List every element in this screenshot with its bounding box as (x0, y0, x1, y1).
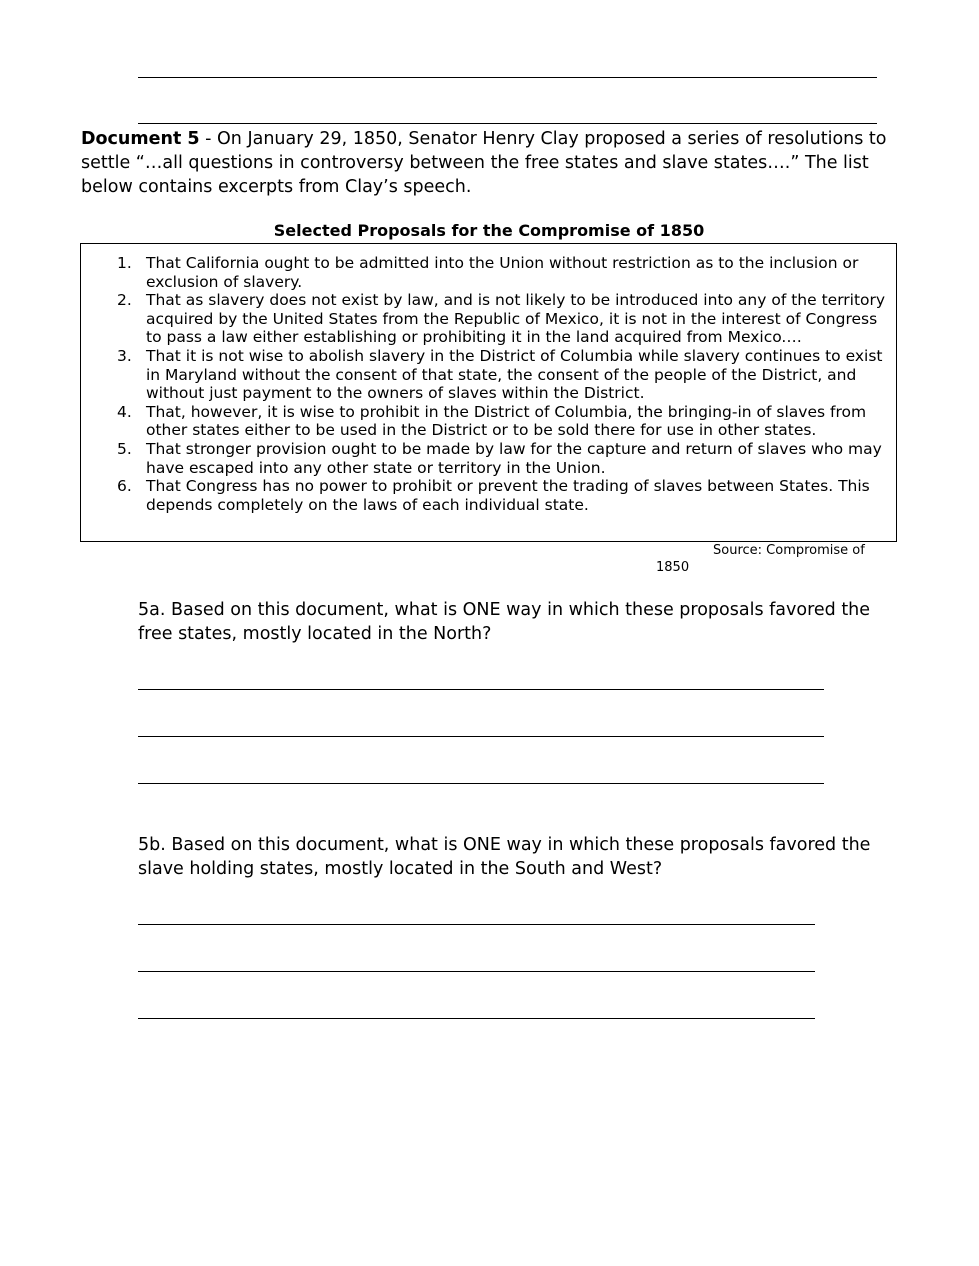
intro-text: - On January 29, 1850, Senator Henry Clay proposed a series of resolutions to settle “…all questions in controversy between the free states and slave states….” The list below contains excerpts from Clay’s speech. (81, 129, 887, 197)
item-text: That stronger provision ought to be made by law for the capture and return of slaves who may have escaped into any other state or territory in the Union. (146, 439, 882, 477)
answer-line[interactable] (138, 1018, 815, 1019)
item-text: That California ought to be admitted into the Union without restriction as to the inclusion or exclusion of slavery. (146, 254, 859, 291)
answer-line[interactable] (138, 783, 824, 784)
list-item (81, 477, 892, 514)
list-item (81, 254, 892, 291)
document-intro (81, 127, 901, 199)
item-text: That it is not wise to abolish slavery in the District of Columbia while slavery continues to exist in Maryland without the consent of that state, the consent of the people of the District, and without just payment to the owners of slaves within the District. (146, 346, 883, 403)
answer-line (138, 123, 877, 124)
document-label: Document 5 (81, 129, 200, 149)
item-number: 4. (117, 402, 132, 421)
proposals-list (81, 254, 892, 514)
source-citation-year: 1850 (656, 560, 690, 575)
table-title: Selected Proposals for the Compromise of 1850 (273, 221, 705, 240)
proposals-box (80, 243, 897, 542)
list-item (81, 291, 892, 347)
item-number: 5. (117, 439, 132, 458)
answer-line[interactable] (138, 736, 824, 737)
item-text: That Congress has no power to prohibit or prevent the trading of slaves between States. This depends completely on the laws of each individual state. (146, 477, 870, 514)
answer-line[interactable] (138, 971, 815, 972)
answer-line[interactable] (138, 689, 824, 690)
list-item (81, 347, 892, 403)
item-text: That as slavery does not exist by law, and is not likely to be introduced into any of the territory acquired by the United States from the Republic of Mexico, it is not in the interest of Congress to pass a law either establishing or prohibiting it in the land acquired from Mexico.… (146, 291, 886, 347)
item-number: 2. (117, 291, 132, 310)
question-5a: 5a. Based on this document, what is ONE way in which these proposals favored the free states, mostly located in the North? (138, 600, 871, 644)
item-number: 6. (117, 477, 132, 496)
item-number: 1. (117, 254, 132, 272)
item-number: 3. (117, 346, 132, 365)
item-text: That, however, it is wise to prohibit in the District of Columbia, the bringing-in of slaves from other states either to be used in the District or to be sold there for use in other states. (146, 402, 867, 440)
question-5b: 5b. Based on this document, what is ONE way in which these proposals favored the slave holding states, mostly located in the South and West? (138, 835, 871, 879)
answer-line[interactable] (138, 924, 815, 925)
list-item (81, 440, 892, 477)
list-item (81, 403, 892, 440)
source-citation: Source: Compromise of (713, 543, 865, 558)
answer-line (138, 77, 877, 78)
